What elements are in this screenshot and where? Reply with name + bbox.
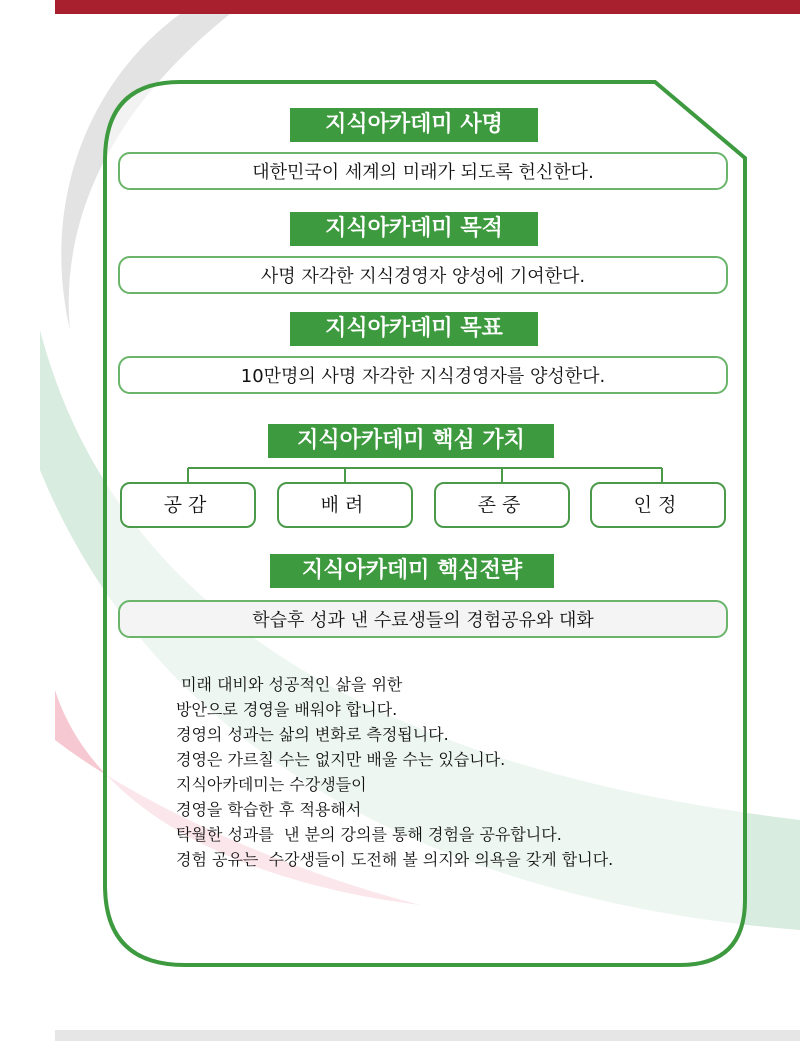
goal-statement: 10만명의 사명 자각한 지식경영자를 양성한다. [118,356,728,394]
strategy-header: 지식아카데미 핵심전략 [270,554,554,588]
core-value-consideration: 배려 [277,482,413,528]
mission-statement: 대한민국이 세계의 미래가 되도록 헌신한다. [118,152,728,190]
core-values-header: 지식아카데미 핵심 가치 [268,424,554,458]
strategy-statement: 학습후 성과 낸 수료생들의 경험공유와 대화 [118,600,728,638]
paragraph-line: 경험 공유는 수강생들이 도전해 볼 의지와 의욕을 갖게 합니다. [176,850,614,869]
paragraph-line: 경영은 가르칠 수는 없지만 배울 수는 있습니다. [176,750,506,769]
core-value-empathy: 공감 [120,482,256,528]
goal-header: 지식아카데미 목표 [290,312,538,346]
core-value-respect: 존중 [434,482,570,528]
paragraph-line: 경영의 성과는 삶의 변화로 측정됩니다. [176,725,449,744]
paragraph-line: 방안으로 경영을 배워야 합니다. [176,700,398,719]
paragraph-line: 탁월한 성과를 낸 분의 강의를 통해 경험을 공유합니다. [176,825,562,844]
paragraph-line: 미래 대비와 성공적인 삶을 위한 [176,675,403,694]
paragraph-line: 경영을 학습한 후 적용해서 [176,800,362,819]
bottom-bar [55,1030,800,1041]
mission-header: 지식아카데미 사명 [290,108,538,142]
core-value-recognition: 인정 [590,482,726,528]
description-paragraph [176,672,716,872]
paragraph-line: 지식아카데미는 수강생들이 [176,775,367,794]
purpose-statement: 사명 자각한 지식경영자 양성에 기여한다. [118,256,728,294]
purpose-header: 지식아카데미 목적 [290,212,538,246]
